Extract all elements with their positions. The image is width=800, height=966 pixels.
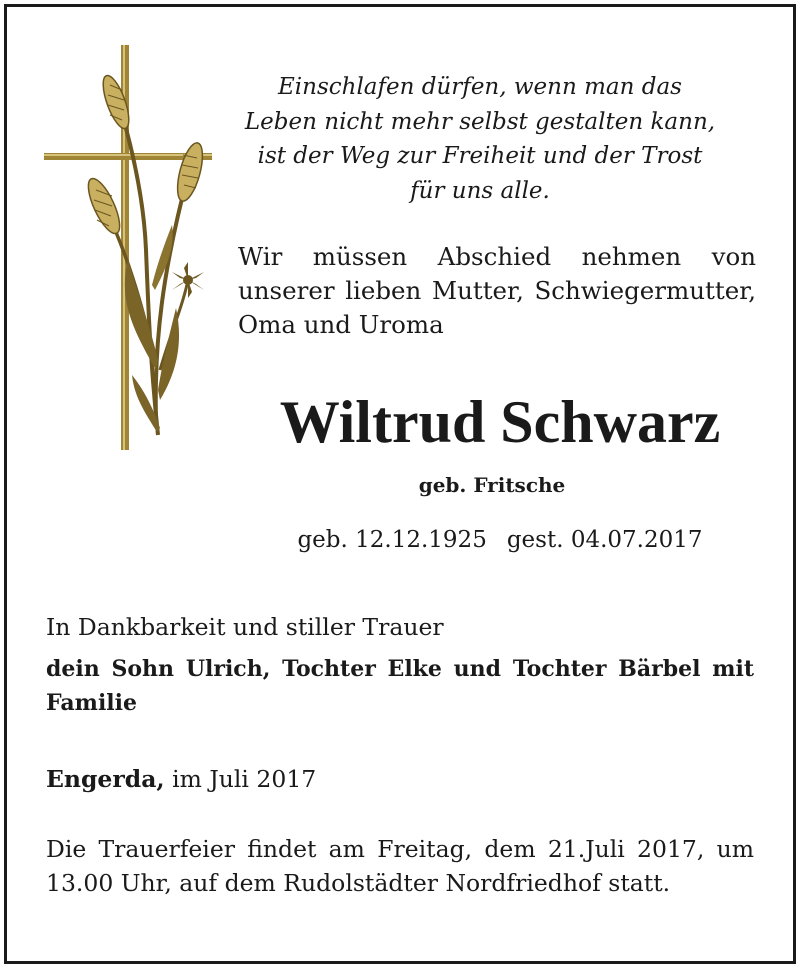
notice-date: im Juli 2017 (172, 765, 317, 793)
life-dates (230, 522, 770, 558)
poem-line: Einschlafen dürfen, wenn man das (278, 74, 682, 100)
poem (230, 70, 730, 208)
birth-date: geb. 12.12.1925 (297, 527, 487, 553)
poem-line: Leben nicht mehr selbst gestalten kann, (244, 108, 716, 135)
funeral-notice: Die Trauerfeier findet am Freitag, dem 21.Juli 2017, um 13.00 Uhr, auf dem Rudolstädter Nordfriedhof statt. (46, 835, 754, 897)
poem-line: ist der Weg zur Freiheit und der Trost (257, 143, 703, 169)
place-and-date (46, 762, 316, 796)
death-date: gest. 04.07.2017 (506, 527, 703, 553)
town: Engerda, (46, 765, 165, 793)
mourning-family: dein Sohn Ulrich, Tochter Elke und Tochter Bärbel mit Familie (46, 656, 754, 716)
maiden-name: geb. Fritsche (418, 473, 566, 497)
deceased-name: Wiltrud Schwarz (279, 389, 721, 455)
thanks-line: In Dankbarkeit und stiller Trauer (46, 613, 444, 641)
farewell-intro: Wir müssen Abschied nehmen von unserer lieben Mutter, Schwiegermutter, Oma und Uroma (238, 242, 756, 339)
cross-with-wheat-icon (38, 40, 218, 455)
poem-line: für uns alle. (410, 177, 550, 204)
